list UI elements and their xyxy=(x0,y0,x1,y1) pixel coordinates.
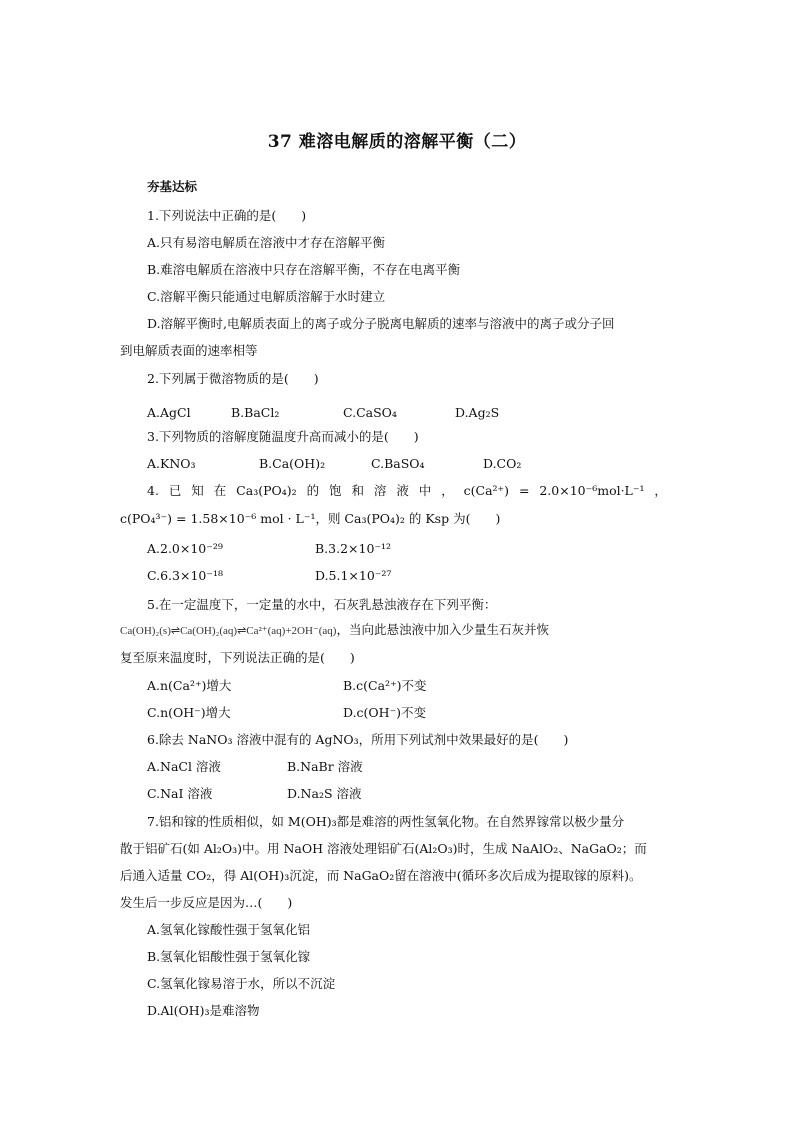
q1-option-a: A.只有易溶电解质在溶液中才存在溶解平衡 xyxy=(147,235,386,250)
q3-option-b: B.Ca(OH)₂ xyxy=(259,456,326,471)
page-title: 37 难溶电解质的溶解平衡（二） xyxy=(267,132,527,152)
q5-stem: 5.在一定温度下，一定量的水中，石灰乳悬浊液存在下列平衡： xyxy=(147,597,497,612)
q7-option-a: A.氢氧化镓酸性强于氢氧化铝 xyxy=(147,922,311,937)
q7-stem-line2: 散于铝矿石(如 Al₂O₃)中。用 NaOH 溶液处理铝矿石(Al₂O₃)时，生成 NaAlO₂、NaGaO₂；而 xyxy=(120,841,647,856)
q3-option-d: D.CO₂ xyxy=(483,456,522,471)
q2-option-b: B.BaCl₂ xyxy=(231,405,280,420)
q4-option-d: D.5.1×10⁻²⁷ xyxy=(315,568,392,583)
q4-word: 的 xyxy=(306,483,320,498)
q7-option-d: D.Al(OH)₃是难溶物 xyxy=(147,1003,260,1018)
q5-stem-line2-tail: ，当向此悬浊液中加入少量生石灰并恢 xyxy=(336,622,549,637)
q5-option-d: D.c(OH⁻)不变 xyxy=(343,705,427,720)
q5-stem-line2 xyxy=(120,621,549,639)
q3-stem: 3.下列物质的溶解度随温度升高而减小的是( ) xyxy=(147,429,419,444)
q4-option-c: C.6.3×10⁻¹⁸ xyxy=(147,568,223,583)
q5-option-c: C.n(OH⁻)增大 xyxy=(147,705,231,720)
q1-option-d-line1: D.溶解平衡时,电解质表面上的离子或分子脱离电解质的速率与溶液中的离子或分子回 xyxy=(147,316,615,331)
q7-option-c: C.氢氧化镓易溶于水，所以不沉淀 xyxy=(147,976,336,991)
q4-word: 2.0×10⁻⁶mol·L⁻¹ xyxy=(539,483,645,498)
q2-option-a: A.AgCl xyxy=(147,405,191,420)
q4-word: 液 xyxy=(396,483,409,498)
q7-stem-line3: 后通入适量 CO₂，得 Al(OH)₃沉淀，而 NaGaO₂留在溶液中(循环多次后成为提取镓的原料)。 xyxy=(120,868,642,883)
q4-word: ， xyxy=(654,483,667,498)
q4-word: Ca₃(PO₄)₂ xyxy=(236,483,297,498)
q4-option-a: A.2.0×10⁻²⁹ xyxy=(147,541,223,556)
q1-option-d-line2: 到电解质表面的速率相等 xyxy=(120,343,258,358)
q4-word: 饱 xyxy=(329,483,342,498)
q4-word: 中 xyxy=(418,483,432,498)
q6-option-b: B.NaBr 溶液 xyxy=(287,759,363,774)
q5-option-b: B.c(Ca²⁺)不变 xyxy=(343,678,427,693)
q4-stem-line2: c(PO₄³⁻) = 1.58×10⁻⁶ mol · L⁻¹，则 Ca₃(PO₄)₂ 的 Ksp 为( ) xyxy=(120,511,501,526)
q4-word: 已 xyxy=(168,483,182,498)
q6-stem: 6.除去 NaNO₃ 溶液中混有的 AgNO₃，所用下列试剂中效果最好的是( ) xyxy=(147,732,569,747)
q1-option-c: C.溶解平衡只能通过电解质溶解于水时建立 xyxy=(147,289,386,304)
q1-option-b: B.难溶电解质在溶液中只存在溶解平衡，不存在电离平衡 xyxy=(147,262,461,277)
q5-stem-line3: 复至原来温度时，下列说法正确的是( ) xyxy=(120,650,355,665)
q4-word: 和 xyxy=(351,483,364,498)
q7-stem-line4: 发生后一步反应是因为…( ) xyxy=(120,895,293,910)
q4-stem-line1 xyxy=(147,482,667,500)
q2-stem: 2.下列属于微溶物质的是( ) xyxy=(147,371,319,386)
q4-word: 知 xyxy=(191,483,204,498)
q4-word: ， xyxy=(441,483,454,498)
q7-option-b: B.氢氧化铝酸性强于氢氧化镓 xyxy=(147,949,311,964)
q3-option-a: A.KNO₃ xyxy=(147,456,196,471)
q3-option-c: C.BaSO₄ xyxy=(371,456,425,471)
q7-stem-line1: 7.铝和镓的性质相似，如 M(OH)₃都是难溶的两性氢氧化物。在自然界镓常以极少量分 xyxy=(147,814,625,829)
q4-word: 在 xyxy=(213,483,227,498)
q4-option-b: B.3.2×10⁻¹² xyxy=(315,541,392,556)
q6-option-d: D.Na₂S 溶液 xyxy=(287,786,362,801)
q2-option-c: C.CaSO₄ xyxy=(343,405,397,420)
q5-equilibrium-equation: Ca(OH)₂(s)⇌Ca(OH)₂(aq)⇌Ca²⁺(aq)+2OH⁻(aq) xyxy=(120,625,337,637)
q1-stem: 1.下列说法中正确的是( ) xyxy=(147,208,307,223)
q2-option-d: D.Ag₂S xyxy=(455,405,500,420)
q4-word: 溶 xyxy=(373,483,387,498)
q5-option-a: A.n(Ca²⁺)增大 xyxy=(147,678,232,693)
q6-option-a: A.NaCl 溶液 xyxy=(147,759,221,774)
section-heading: 夯基达标 xyxy=(147,179,198,194)
q4-word: = xyxy=(518,483,530,498)
q4-word: 4. xyxy=(147,483,159,498)
q6-option-c: C.NaI 溶液 xyxy=(147,786,213,801)
q4-word: c(Ca²⁺) xyxy=(463,483,510,498)
